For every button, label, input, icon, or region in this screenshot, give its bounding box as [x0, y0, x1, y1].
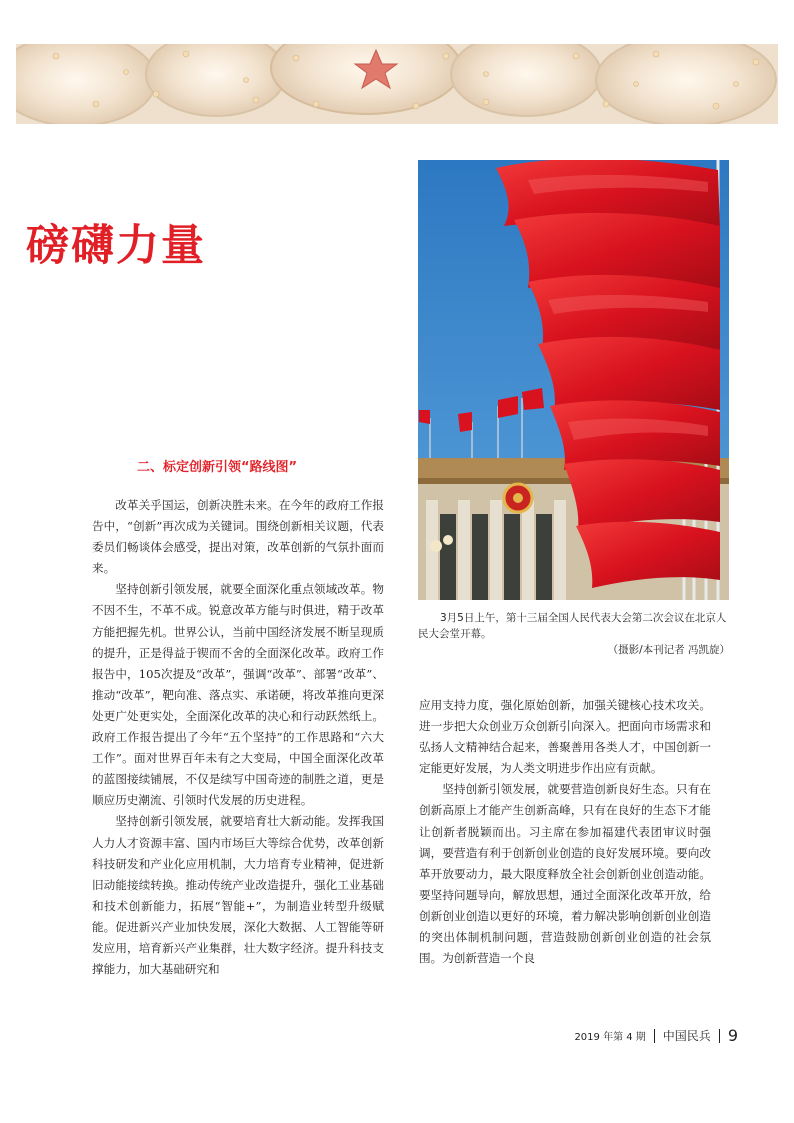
caption-text: 3月5日上午，第十三届全国人民代表大会第二次会议在北京人民大会堂开幕。	[418, 612, 727, 640]
page-number: 9	[727, 1026, 738, 1045]
right-text-column	[419, 695, 711, 969]
ceiling-banner-image	[16, 44, 778, 124]
magazine-name: 中国民兵	[662, 1029, 711, 1043]
left-text-column	[92, 495, 384, 980]
footer-divider	[654, 1029, 655, 1043]
photo-caption	[418, 610, 730, 658]
paragraph: 坚持创新引领发展，就要培育壮大新动能。发挥我国人力人才资源丰富、国内市场巨大等综合优势，改革创新科技研发和产业化应用机制，大力培育专业精神，促进新旧动能接续转换。推动传统产业改造提升，强化工业基础和技术创新能力，拓展“智能+”，为制造业转型升级赋能。促进新兴产业加快发展，深化大数据、人工智能等研发应用，培育新兴产业集群，壮大数字经济。提升科技支撑能力，加大基础研究和	[92, 814, 384, 977]
paragraph: 坚持创新引领发展，就要营造创新良好生态。只有在创新高原上才能产生创新高峰，只有在良好的生态下才能让创新者脱颖而出。习主席在参加福建代表团审议时强调，要营造有利于创新创业创造的良好发展环境。要向改革开放要动力，最大限度释放全社会创新创业创造动能。要坚持问题导向，解放思想，通过全面深化改革开放，给创新创业创造以更好的环境，着力解决影响创新创业创造的突出体制机制问题，营造鼓励创新创业创造的社会氛围。为创新营造一个良	[419, 782, 711, 966]
great-hall-flags-photo	[418, 160, 729, 600]
page-heading: 磅礴力量	[26, 221, 206, 271]
page-footer	[574, 1026, 738, 1045]
issue-label: 2019 年第 4 期	[574, 1032, 646, 1043]
paragraph: 坚持创新引领发展，就要全面深化重点领域改革。物不因不生，不革不成。锐意改革方能与时俱进，精于改革方能把握先机。世界公认，当前中国经济发展不断呈现质的提升，正是得益于锲而不舍的全面深化改革。政府工作报告中，105次提及“改革”，强调“改革”、部署“改革”、推动“改革”，靶向准、落点实、承诺硬，将改革推向更深处更广处更实处，全面深化改革的决心和行动跃然纸上。政府工作报告提出了今年“五个坚持”的工作思路和“六大工作”。面对世界百年未有之大变局，中国全面深化改革的蓝图接续铺展，不仅是续写中国奇迹的制胜之道，更是顺应历史潮流、引领时代发展的历史进程。	[92, 582, 384, 808]
section-title: 二、标定创新引领“路线图”	[137, 460, 298, 475]
paragraph: 应用支持力度，强化原始创新，加强关键核心技术攻关。进一步把大众创业万众创新引向深入。把面向市场需求和弘扬人文精神结合起来，善聚善用各类人才，中国创新一定能更好发展，为人类文明进步作出应有贡献。	[419, 698, 711, 776]
paragraph: 改革关乎国运，创新决胜未来。在今年的政府工作报告中，“创新”再次成为关键词。围绕创新相关议题，代表委员们畅谈体会感受，提出对策，改革创新的气氛扑面而来。	[92, 498, 384, 576]
photo-credit: （摄影/本刊记者 冯凯旋）	[607, 644, 730, 656]
footer-divider	[719, 1029, 720, 1043]
